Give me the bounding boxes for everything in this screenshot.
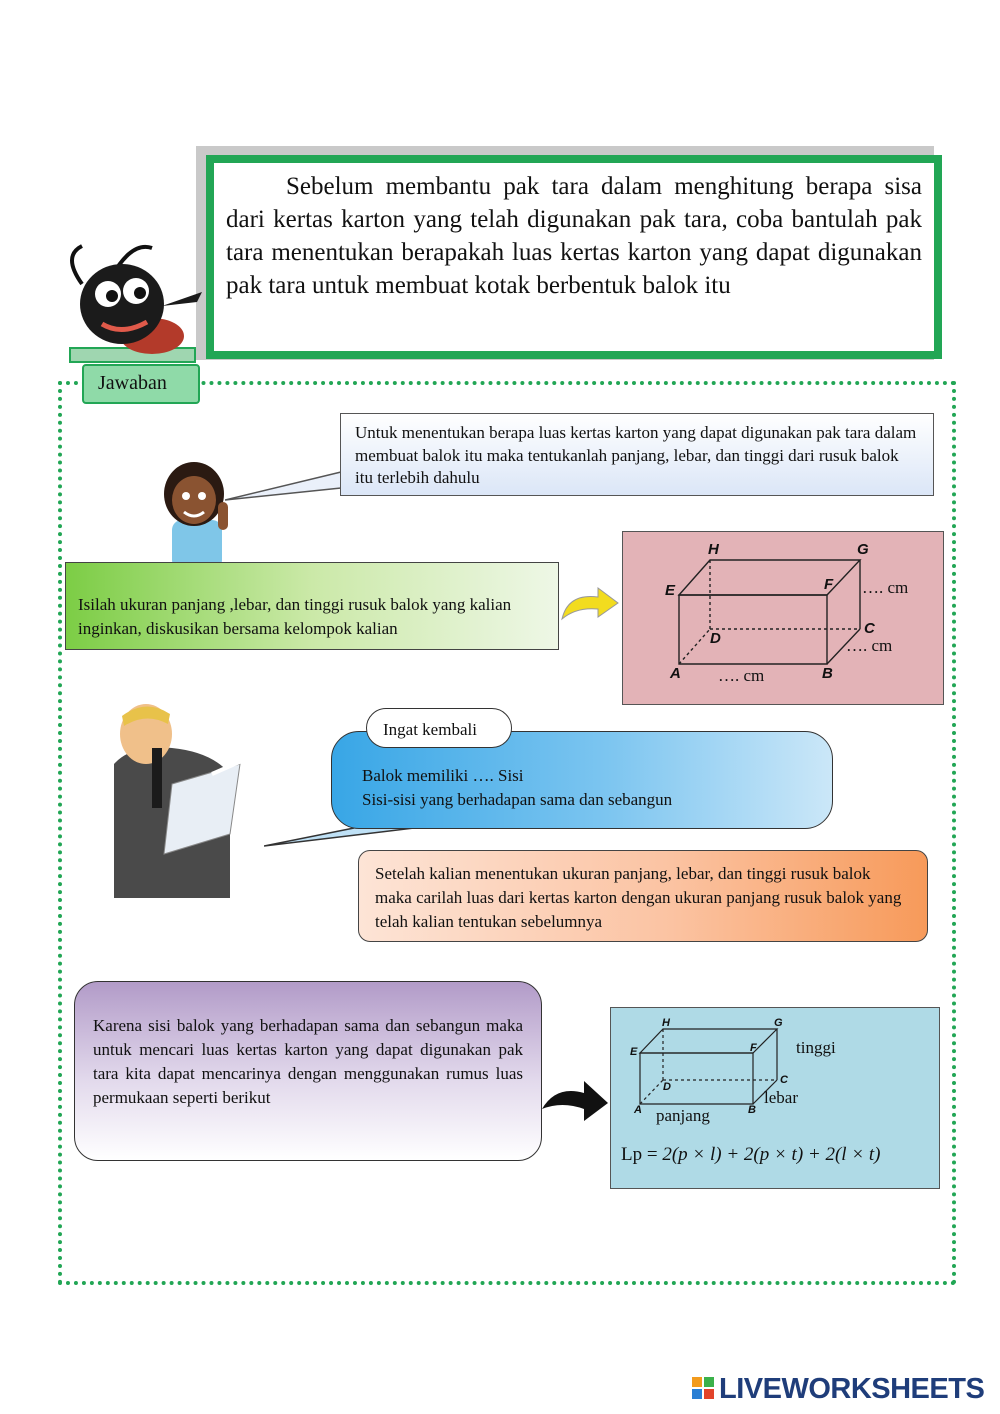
speech-tail-girl bbox=[225, 470, 345, 502]
speech-tail-teacher bbox=[264, 826, 419, 848]
surface-area-formula bbox=[621, 1144, 881, 1166]
instruction-green-box: Isilah ukuran panjang ,lebar, dan tinggi rusuk balok yang kalian inginkan, diskusikan bersama kelompok kalian bbox=[65, 562, 559, 650]
liveworksheets-logo-text: LIVEWORKSHEETS bbox=[719, 1373, 985, 1405]
ant-mascot-icon bbox=[52, 236, 212, 366]
vertex-label: H bbox=[662, 1017, 670, 1029]
vertex-label: H bbox=[708, 541, 719, 558]
reminder-line-1: Balok memiliki …. Sisi bbox=[362, 766, 524, 785]
vertex-label: E bbox=[630, 1046, 638, 1058]
length-blank[interactable]: …. cm bbox=[718, 666, 765, 685]
vertex-label: G bbox=[857, 541, 869, 558]
arrow-right-black-icon bbox=[540, 1075, 612, 1125]
width-blank[interactable]: …. cm bbox=[846, 636, 893, 655]
length-label: panjang bbox=[656, 1106, 710, 1125]
vertex-label: G bbox=[774, 1017, 783, 1029]
teacher-icon bbox=[112, 704, 252, 898]
height-blank[interactable]: …. cm bbox=[862, 578, 909, 597]
vertex-label: D bbox=[663, 1081, 671, 1093]
reminder-line-2: Sisi-sisi yang berhadapan sama dan sebangun bbox=[362, 790, 673, 809]
speech-bubble-girl: Untuk menentukan berapa luas kertas karton yang dapat digunakan pak tara dalam membuat balok itu maka tentukanlah panjang, lebar, dan tinggi dari rusuk balok itu terlebih dahulu bbox=[340, 413, 934, 496]
vertex-label: A bbox=[670, 665, 681, 682]
instruction-orange-box: Setelah kalian menentukan ukuran panjang, lebar, dan tinggi rusuk balok maka carilah luas dari kertas karton dengan ukuran panjang rusuk balok yang telah kalian tentukan sebelumnya bbox=[358, 850, 928, 942]
vertex-label: C bbox=[864, 620, 875, 637]
arrow-right-icon bbox=[558, 585, 622, 625]
explanation-purple-box: Karena sisi balok yang berhadapan sama dan sebangun maka untuk mencari luas kertas karton yang dapat digunakan pak tara kita dapat mencarinya dengan menggunakan rumus luas permukaan seperti berikut bbox=[74, 981, 542, 1161]
formula-body: 2(p × l) + 2(p × t) + 2(l × t) bbox=[662, 1144, 881, 1165]
vertex-label: E bbox=[665, 582, 676, 599]
vertex-label: D bbox=[710, 630, 721, 647]
question-text: Sebelum membantu pak tara dalam menghitung berapa sisa dari kertas karton yang telah digunakan pak tara, coba bantulah pak tara menentukan berapakah luas kertas karton yang dapat digunakan pak tara untuk membuat kotak berbentuk balok itu bbox=[226, 173, 922, 299]
vertex-label: B bbox=[748, 1104, 756, 1116]
vertex-label: B bbox=[822, 665, 833, 682]
answer-tab: Jawaban bbox=[82, 364, 200, 404]
vertex-label: C bbox=[780, 1074, 788, 1086]
height-label: tinggi bbox=[796, 1038, 836, 1057]
vertex-label: F bbox=[824, 576, 834, 593]
vertex-label: F bbox=[750, 1042, 757, 1054]
formula-prefix: Lp = bbox=[621, 1144, 663, 1165]
reminder-tab: Ingat kembali bbox=[366, 708, 512, 748]
vertex-label: A bbox=[634, 1104, 642, 1116]
liveworksheets-logo-icon bbox=[692, 1377, 716, 1401]
width-label: lebar bbox=[764, 1088, 798, 1107]
